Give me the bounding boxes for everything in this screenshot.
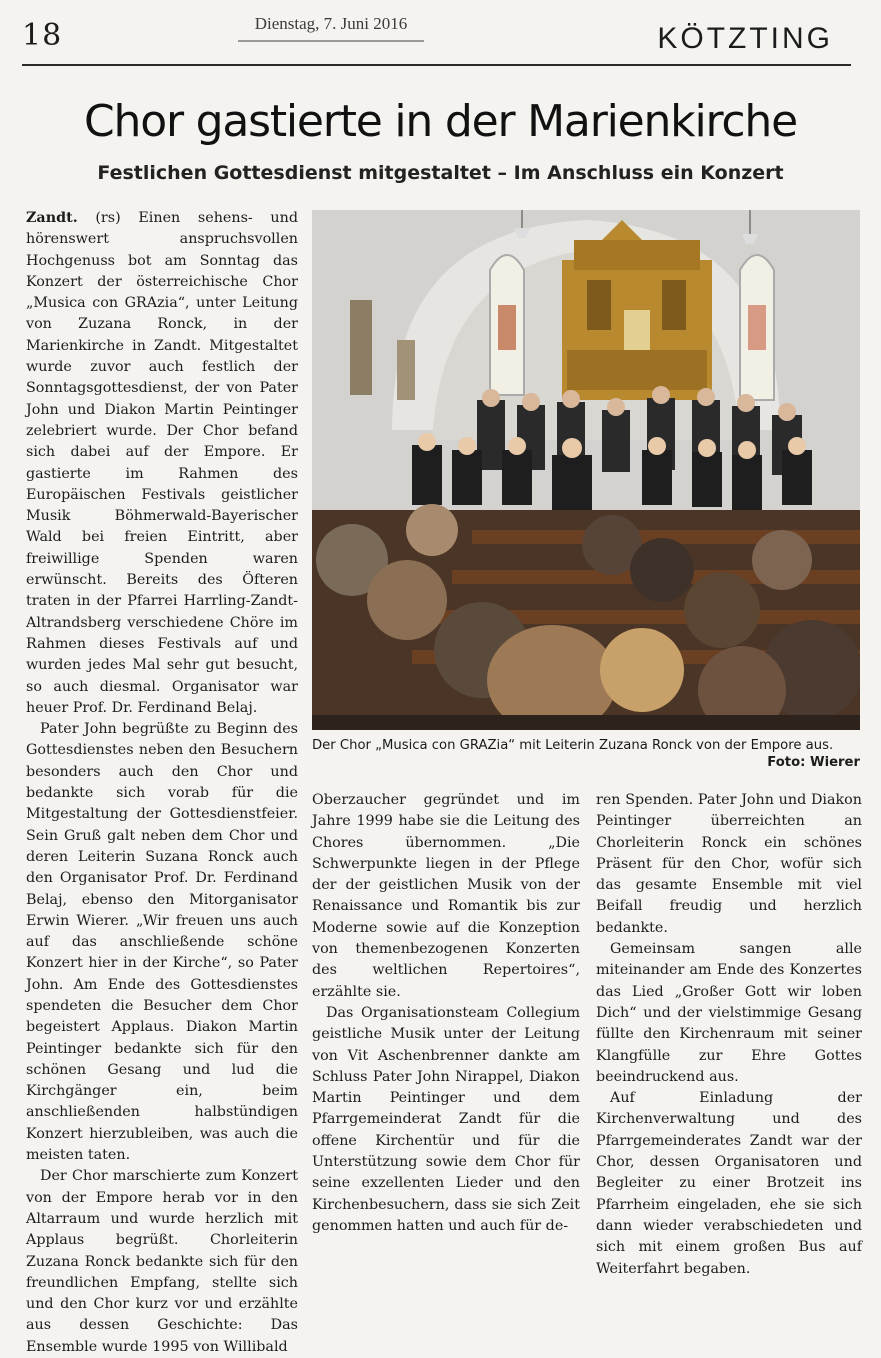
headline: Chor gastierte in der Marienkirche — [84, 96, 797, 147]
article-column-3 — [596, 790, 862, 1280]
paragraph: ren Spenden. Pater John und Diakon Peintinger überreichten an Chorleiterin Ronck ein schönes Präsent für den Chor, wofür sich das gesamte Ensemble mit viel Beifall freudig und herzlich bedankte. — [596, 792, 862, 936]
page-number: 18 — [22, 18, 63, 53]
article-column-1 — [26, 208, 298, 1358]
paragraph — [26, 208, 298, 719]
photo-caption: Der Chor „Musica con GRAZia“ mit Leiterin Zuzana Ronck von der Empore aus. — [312, 738, 834, 753]
section-title: KÖTZTING — [657, 22, 833, 55]
paragraph: Der Chor marschierte zum Konzert von der Empore herab vor in den Altarraum und wurde herzlich mit Applaus begrüßt. Chorleiterin Zuzana Ronck bedankte sich für den freundlichen Empfang, stellte sich und den Chor kurz vor und erzählte aus dessen Geschichte: Das Ensemble wurde 1995 von Willibald — [26, 1168, 298, 1355]
paragraph: Auf Einladung der Kirchenverwaltung und des Pfarrgemeinderates Zandt war der Chor, dessen Organisatoren und Begleiter zu einer Brotzeit ins Pfarrheim eingeladen, ehe sie sich dann wieder verabschiedeten und sich mit einem großen Bus auf Weiterfahrt begaben. — [596, 1090, 862, 1277]
paragraph: Oberzaucher gegründet und im Jahre 1999 habe sie die Leitung des Chores übernommen. „Die Schwerpunkte liegen in der Pflege der der geistlichen Musik von der Renaissance und Romantik bis zur Moderne sowie auf die Konzeption von themenbezogenen Konzerten des weltlichen Repertoires“, erzählte sie. — [312, 792, 580, 1000]
paragraph: Pater John begrüßte zu Beginn des Gottesdienstes neben den Besuchern besonders auch den Chor und bedankte sich vorab für die Mitgestaltung der Gottesdienstfeier. Sein Gruß galt neben dem Chor und deren Leiterin Suzana Ronck auch den Organisator Prof. Dr. Ferdinand Belaj, ebenso den Mitorganisator Erwin Wierer. „Wir freuen uns auch auf das anschließende schöne Konzert hier in der Kirche“, so Pater John. Am Ende des Gottesdienstes spendeten die Besucher dem Chor begeistert Applaus. Diakon Martin Peintinger bedankte sich für den schönen Gesang und lud die Kirchgänger ein, beim anschließenden halbstündigen Konzert hierzubleiben, was auch die meisten taten. — [26, 721, 298, 1164]
subheadline: Festlichen Gottesdienst mitgestaltet – Im Anschluss ein Konzert — [97, 162, 784, 184]
church-concert-photo — [312, 210, 860, 730]
dateline: Zandt. — [26, 210, 78, 226]
paragraph: Das Organisationsteam Collegium geistliche Musik unter der Leitung von Vit Aschenbrenner dankte am Schluss Pater John Nirappel, Diakon Martin Peintinger und dem Pfarrgemeinderat Zandt für die offene Kirchentür und für die Unterstützung sowie dem Chor für seine exzellenten Lieder und den Kirchenbesuchern, dass sie sich Zeit genommen hatten und auch für de- — [312, 1004, 580, 1234]
article-column-2 — [312, 790, 580, 1237]
header-rule — [22, 64, 851, 66]
photo-credit: Foto: Wierer — [767, 755, 860, 770]
paragraph: Gemeinsam sangen alle miteinander am Ende des Konzertes das Lied „Großer Gott wir loben Dich“ und der vielstimmige Gesang füllte den Kirchenraum mit seiner Klangfülle zur Ehre Gottes beeindruckend aus. — [596, 941, 862, 1085]
issue-date: Dienstag, 7. Juni 2016 — [238, 14, 424, 42]
paragraph-text: (rs) Einen sehens- und hörenswert anspruchsvollen Hochgenuss bot am Sonntag das Konzert der österreichische Chor „Musica con GRAzia“, unter Leitung von Zuzana Ronck, in der Marienkirche in Zandt. Mitgestaltet wurde zuvor auch festlich der Sonntagsgottesdienst, der von Pater John und Diakon Martin Peintinger zelebriert wurde. Der Chor befand sich dabei auf der Empore. Er gastierte im Rahmen des Europäischen Festivals geistlicher Musik Böhmerwald-Bayerischer Wald bei freien Eintritt, aber freiwillige Spenden waren erwünscht. Bereits des Öfteren traten in der Pfarrei Harrling-Zandt-Altrandsberg verschiedene Chöre im Rahmen dieses Festivals auf und wurden jedes Mal sehr gut besucht, so auch diesmal. Organisator war heuer Prof. Dr. Ferdinand Belaj. — [26, 210, 298, 716]
